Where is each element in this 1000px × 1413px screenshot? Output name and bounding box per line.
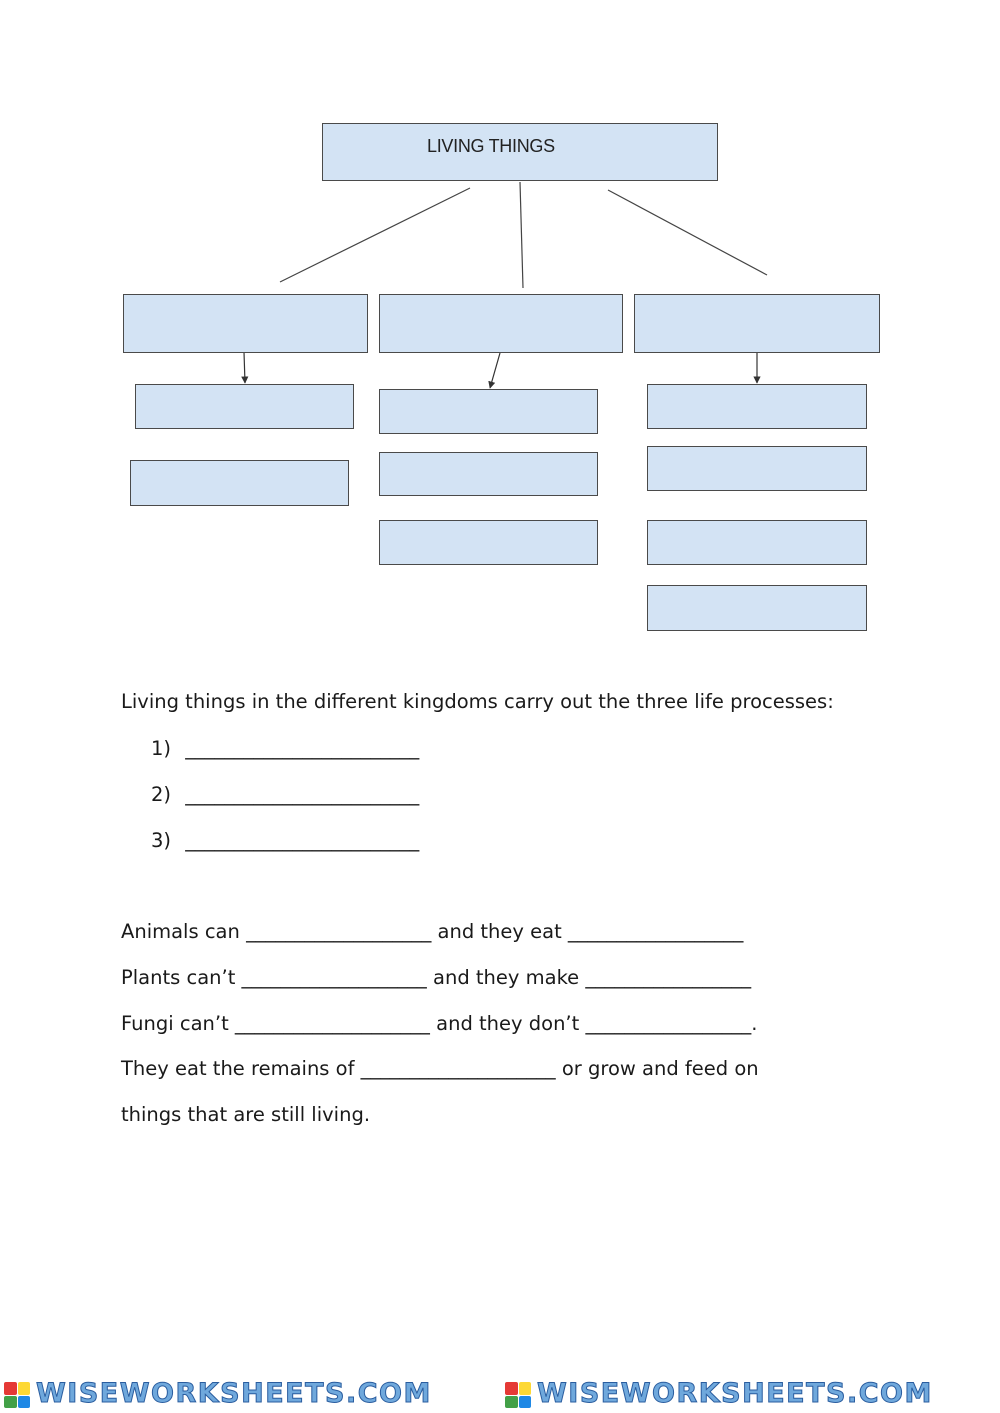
process-item-1	[151, 737, 419, 760]
wise-logo-icon	[4, 1382, 30, 1408]
kingdom-box-3[interactable]	[634, 294, 880, 353]
wise-logo-icon	[505, 1382, 531, 1408]
kingdom-box-2[interactable]	[379, 294, 623, 353]
kingdom-1-example-box-2[interactable]	[130, 460, 349, 506]
brand-text: WISEWORKSHEETS.COM	[537, 1378, 933, 1409]
process-blank[interactable]: ________________________	[185, 783, 420, 806]
process-number: 1)	[151, 737, 172, 760]
kingdom-2-example-box-1[interactable]	[379, 389, 598, 434]
connector-right	[608, 190, 767, 275]
process-blank[interactable]: ________________________	[185, 737, 420, 760]
kingdom-3-example-box-4[interactable]	[647, 585, 867, 631]
brand-text: WISEWORKSHEETS.COM	[36, 1378, 432, 1409]
sentence-animals[interactable]: Animals can ___________________ and they eat __________________	[121, 920, 744, 943]
arrow-left	[244, 352, 245, 383]
process-number: 2)	[151, 783, 172, 806]
kingdom-3-example-box-1[interactable]	[647, 384, 867, 429]
sentence-still-living: things that are still living.	[121, 1103, 371, 1126]
kingdom-1-example-box-1[interactable]	[135, 384, 354, 429]
process-item-2	[151, 783, 419, 806]
process-blank[interactable]: ________________________	[185, 829, 420, 852]
process-item-3	[151, 829, 419, 852]
sentence-remains[interactable]: They eat the remains of ____________________ or grow and feed on	[121, 1057, 759, 1080]
kingdom-box-1[interactable]	[123, 294, 368, 353]
connector-middle	[520, 182, 523, 288]
kingdom-3-example-box-2[interactable]	[647, 446, 867, 491]
arrow-middle	[490, 353, 500, 388]
root-box-label: LIVING THINGS	[427, 136, 555, 156]
connector-left	[280, 188, 470, 282]
footer-watermark	[0, 1378, 1000, 1413]
sentence-fungi[interactable]: Fungi can’t ____________________ and they don’t _________________.	[121, 1012, 758, 1035]
root-box-living-things	[322, 123, 718, 181]
kingdom-2-example-box-3[interactable]	[379, 520, 598, 565]
process-number: 3)	[151, 829, 172, 852]
processes-intro: Living things in the different kingdoms carry out the three life processes:	[121, 690, 834, 713]
kingdom-3-example-box-3[interactable]	[647, 520, 867, 565]
kingdom-2-example-box-2[interactable]	[379, 452, 598, 496]
sentence-plants[interactable]: Plants can’t ___________________ and they make _________________	[121, 966, 752, 989]
